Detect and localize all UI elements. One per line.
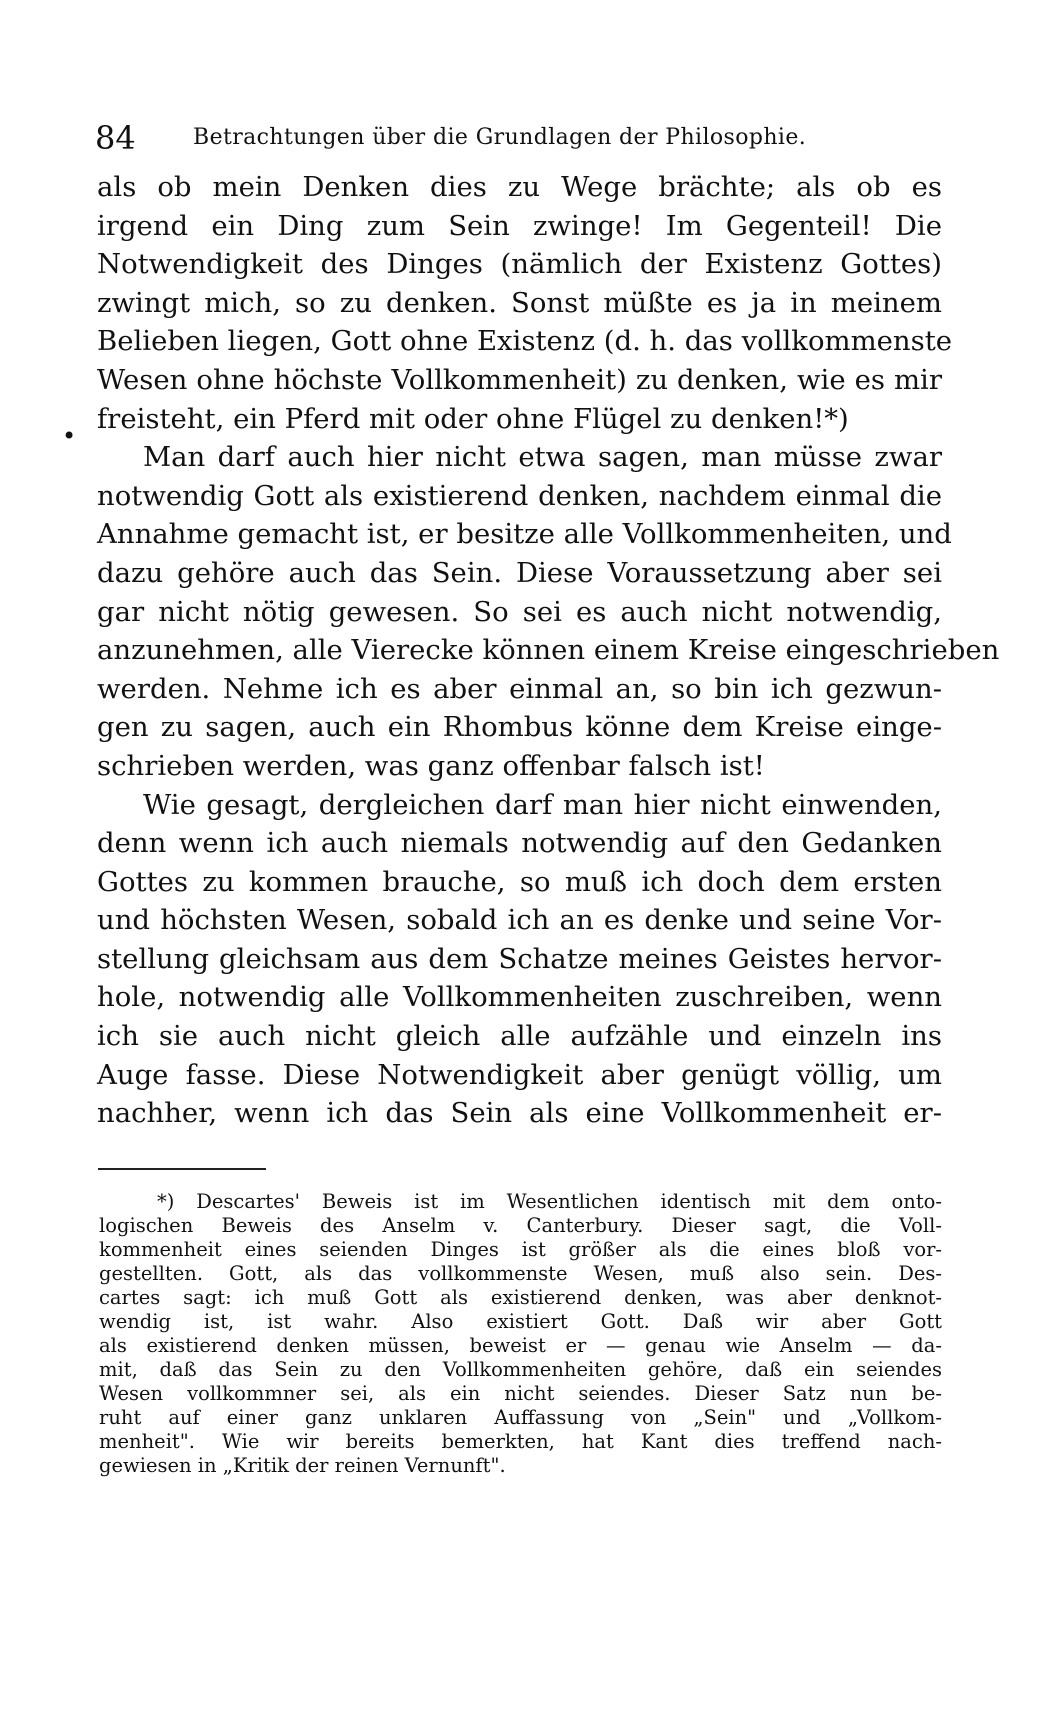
text-line: irgend ein Ding zum Sein zwinge! Im Gegenteil! Die [97,209,942,242]
footnote-line: menheit". Wie wir bereits bemerkten, hat Kant dies treffend nach- [99,1430,942,1453]
footnote-line: cartes sagt: ich muß Gott als existierend denken, was aber denknot- [99,1286,942,1309]
footnote-line: mit, daß das Sein zu den Vollkommenheiten gehöre, daß ein seiendes [99,1358,942,1381]
footnote [99,1190,942,1478]
text-line: hole, notwendig alle Vollkommenheiten zuschreiben, wenn [97,981,942,1014]
footnote-line: logischen Beweis des Anselm v. Canterbury. Dieser sagt, die Voll- [99,1214,942,1237]
text-line: notwendig Gott als existierend denken, nachdem einmal die [97,479,942,512]
footnote-line: wendig ist, ist wahr. Also existiert Gott. Daß wir aber Gott [99,1310,942,1333]
text-line: nachher, wenn ich das Sein als eine Vollkommenheit er- [97,1097,942,1130]
footnote-line: als existierend denken müssen, beweist er — genau wie Anselm — da- [99,1334,942,1357]
text-line: Annahme gemacht ist, er besitze alle Vollkommenheiten, und [97,518,952,551]
text-line: ich sie auch nicht gleich alle aufzähle und einzeln ins [97,1020,942,1053]
page-header [95,118,935,158]
text-line: werden. Nehme ich es aber einmal an, so bin ich gezwun- [97,672,942,705]
text-line: Auge fasse. Diese Notwendigkeit aber genügt völlig, um [97,1058,942,1091]
text-line: gar nicht nötig gewesen. So sei es auch nicht notwendig, [97,595,942,628]
footnote-divider [98,1168,266,1170]
footnote-line: ruht auf einer ganz unklaren Auffassung von „Sein" und „Vollkom- [99,1406,942,1429]
paragraph-start-line: Man darf auch hier nicht etwa sagen, man müsse zwar [143,441,942,474]
paragraph-start-line: Wie gesagt, dergleichen darf man hier nicht einwenden, [143,788,942,821]
text-line: gen zu sagen, auch ein Rhombus könne dem Kreise einge- [97,711,942,744]
main-text [97,168,1000,1133]
text-line: Wesen ohne höchste Vollkommenheit) zu denken, wie es mir [97,363,942,396]
text-line: stellung gleichsam aus dem Schatze meines Geistes hervor- [97,942,942,975]
text-line: und höchsten Wesen, sobald ich an es denke und seine Vor- [97,904,942,937]
text-line: Belieben liegen, Gott ohne Existenz (d. h. das vollkommenste [97,325,953,358]
text-line: zwingt mich, so zu denken. Sonst müßte es ja in meinem [97,286,942,319]
text-line: Notwendigkeit des Dinges (nämlich der Existenz Gottes) [97,248,942,281]
margin-mark: • [62,422,77,450]
text-line: freisteht, ein Pferd mit oder ohne Flügel zu denken!*) [97,402,849,435]
text-line: Gottes zu kommen brauche, so muß ich doch dem ersten [97,865,942,898]
text-line: als ob mein Denken dies zu Wege brächte; als ob es [97,171,942,203]
footnote-line: kommenheit eines seienden Dinges ist größer als die eines bloß vor- [99,1238,942,1261]
footnote-line: *) Descartes' Beweis ist im Wesentlichen identisch mit dem onto- [157,1190,942,1213]
text-line: schrieben werden, was ganz offenbar falsch ist! [97,749,765,782]
page-number: 84 [95,119,136,157]
text-line: denn wenn ich auch niemals notwendig auf den Gedanken [97,827,942,860]
running-title: Betrachtungen über die Grundlagen der Philosophie. [193,125,807,150]
footnote-line: gestellten. Gott, als das vollkommenste Wesen, muß also sein. Des- [99,1262,942,1285]
footnote-line: gewiesen in „Kritik der reinen Vernunft". [99,1454,506,1477]
text-line: dazu gehöre auch das Sein. Diese Voraussetzung aber sei [97,556,942,589]
text-line: anzunehmen, alle Vierecke können einem Kreise eingeschrieben [97,634,1000,667]
footnote-line: Wesen vollkommner sei, als ein nicht seiendes. Dieser Satz nun be- [99,1382,942,1405]
